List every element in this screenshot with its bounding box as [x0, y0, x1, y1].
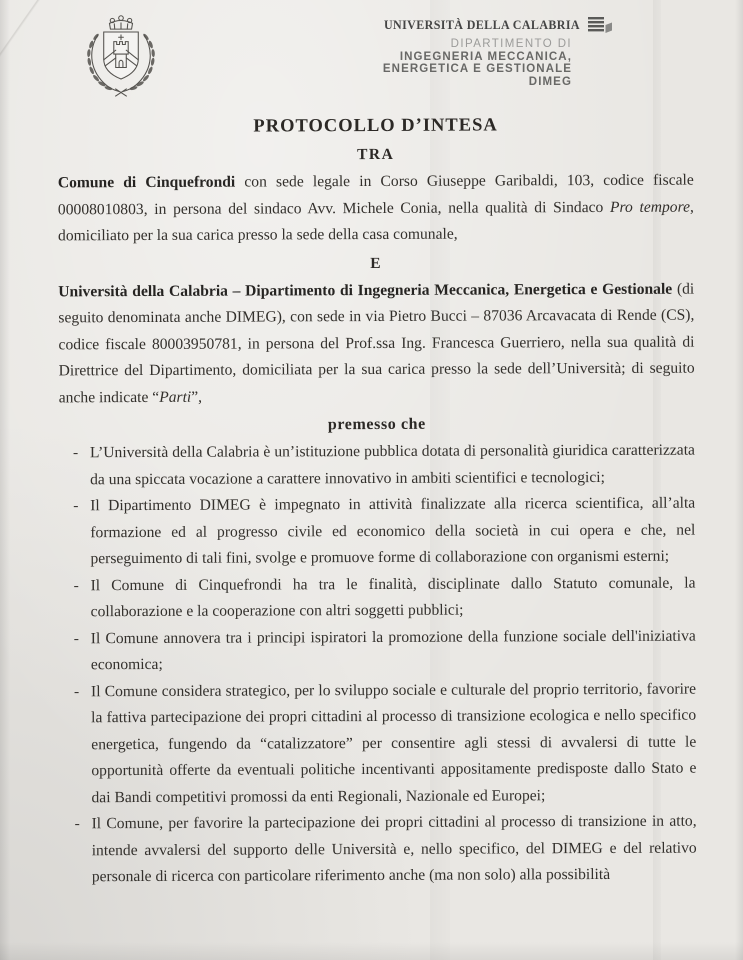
premise-item-4 [74, 623, 696, 679]
party-1-name: Comune di Cinquefrondi [57, 173, 236, 192]
dash-marker: - [72, 444, 79, 462]
party-2-text-end: ”, [191, 388, 203, 406]
premise-text-6: Il Comune, per favorire la partecipazione dei propri cittadini al processo di transizione in atto, intende avvalersi del supporto delle Università e, nello specifico, del DIMEG e del relativo personale di ricerca con particolare riferimento anche (ma non solo) alla possibilità [91, 812, 697, 886]
dash-marker: - [74, 815, 80, 833]
department-acronym: DIMEG [528, 75, 572, 88]
dash-marker: - [73, 682, 80, 700]
party-1-text: con sede legale in Corso Giuseppe Garibaldi, 103, codice fiscale 00008010803, in persona del sindaco Avv. Michele Conia, nella qualità di Sindaco [57, 171, 694, 218]
document-title: PROTOCOLLO D’INTESA [253, 115, 498, 137]
premise-text-2: Il Dipartimento DIMEG è impegnato in attività finalizzate alla ricerca scientifica, all’alta formazione ed al progresso civile ed economico della società in cui opera e che, nel perseguimento di tali fini, svolge e promuove forme di collaborazione con organismi esterni; [90, 494, 696, 568]
party-2-parties-term: Parti [159, 388, 192, 406]
premise-item-2 [73, 491, 695, 573]
premise-text-4: Il Comune annovera tra i principi ispiratori la promozione della funzione sociale dell'iniziativa economica; [90, 627, 696, 674]
premise-item-3 [73, 570, 695, 626]
premesse-list [59, 438, 697, 891]
department-line-3: ENERGETICA E GESTIONALE [382, 63, 572, 75]
and-label: E [370, 254, 383, 272]
between-label: TRA [357, 145, 395, 164]
party-2-paragraph [58, 276, 695, 411]
premise-item-6 [75, 809, 697, 891]
dash-marker: - [73, 497, 79, 515]
dash-marker: - [73, 629, 80, 647]
party-1-text-end: , domiciliato per la sua carica presso la sede della casa comunale, [57, 198, 694, 245]
premesso-heading: premesso che [327, 415, 426, 434]
dash-marker: - [73, 576, 79, 594]
premise-text-3: Il Comune di Cinquefrondi ha tra le finalità, disciplinate dallo Statuto comunale, la collaborazione e la cooperazione con altri soggetti pubblici; [90, 574, 696, 621]
department-line-1: DIPARTIMENTO DI [450, 38, 572, 50]
premise-item-1 [73, 438, 695, 494]
party-2-name: Università della Calabria – Dipartimento di Ingegneria Meccanica, Energetica e Gestionale [58, 280, 673, 300]
party-1-latin-phrase: Pro tempore [609, 198, 691, 216]
premise-text-5: Il Comune considera strategico, per lo sviluppo sociale e culturale del proprio territorio, favorire la fattiva partecipazione dei propri cittadini al processo di transizione ecologica e nello specifico energetica, fungendo da “catalizzatore” per consentire agli stessi di avvalersi di tutte le opportunità offerte da eventuali politiche incentivanti appositamente predisposte dallo Stato e dai Bandi competitivi promossi da enti Regionali, Nazionale ed Europei; [90, 680, 697, 806]
party-1-paragraph [58, 168, 694, 250]
party-2-text: (di seguito denominata anche DIMEG), con sede in via Pietro Bucci – 87036 Arcavacata di Rende (CS), codice fiscale 80003950781, in persona del Prof.ssa Ing. Francesca Guerriero, nella sua qualità di Direttrice del Dipartimento, domiciliata per la sua carica presso la sede dell’Università; di seguito anche indicate “ [58, 280, 695, 406]
department-line-2: INGEGNERIA MECCANICA, [399, 50, 572, 63]
premise-text-1: L’Università della Calabria è un’istituzione pubblica dotata di personalità giuridica caratterizzata da una spiccata vocazione a carattere innovativo in ambiti scientifici e tecnologici; [89, 441, 696, 488]
university-wordmark: UNIVERSITÀ DELLA CALABRIA [383, 17, 580, 33]
premise-item-5 [74, 676, 697, 811]
